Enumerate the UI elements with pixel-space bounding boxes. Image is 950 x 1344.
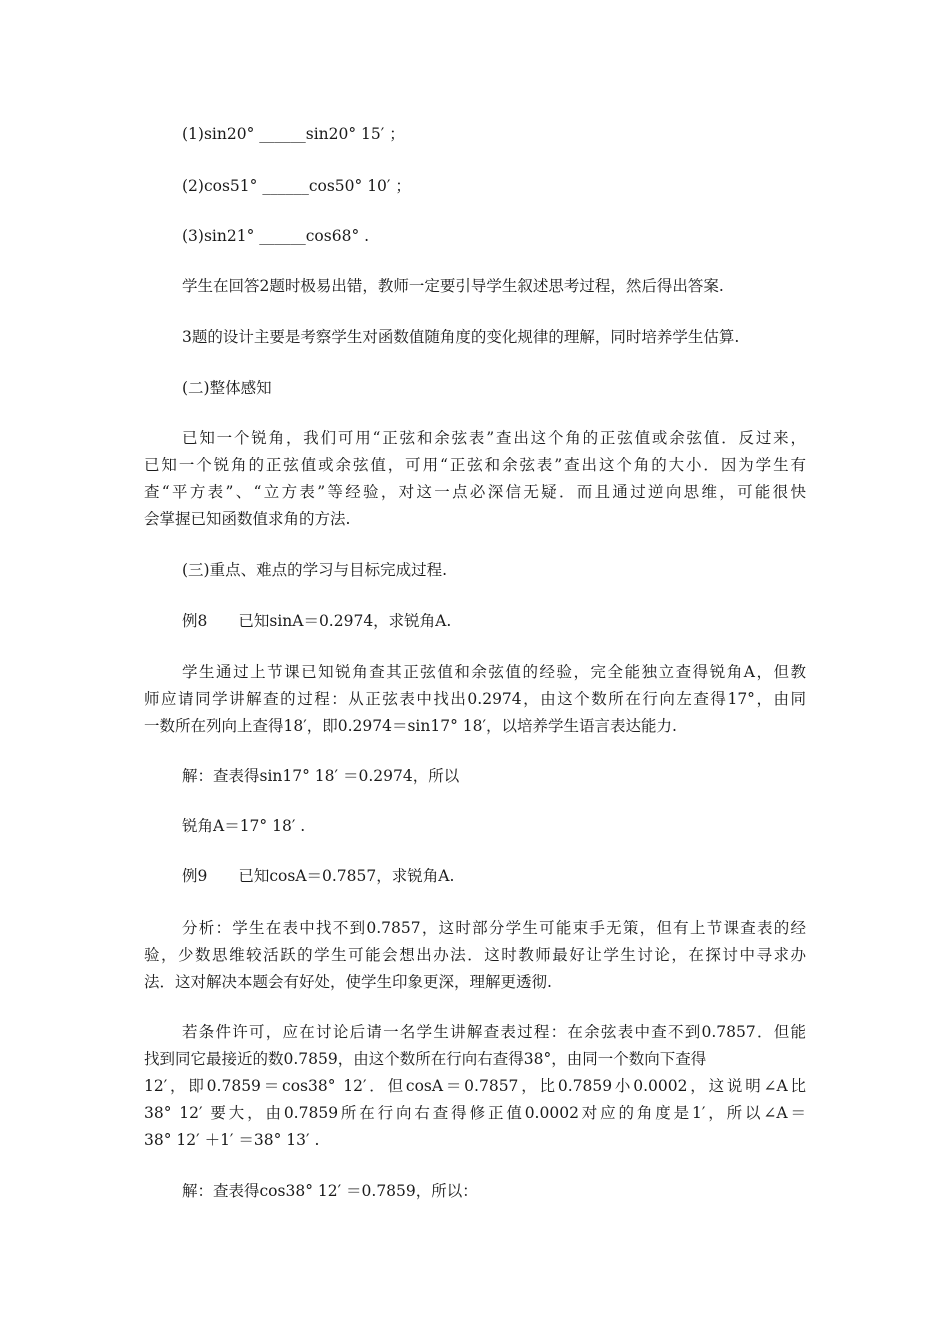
section-heading-3: (三)重点、难点的学习与目标完成过程. (182, 561, 448, 579)
paragraph-line: 学生通过上节课已知锐角查其正弦值和余弦值的经验，完全能独立查得锐角A，但教 (182, 663, 806, 681)
paragraph-line: 查“平方表”、“立方表”等经验，对这一点必深信无疑．而且通过逆向思维，可能很快 (144, 483, 806, 501)
paragraph-line: 已知一个锐角，我们可用“正弦和余弦表”查出这个角的正弦值或余弦值．反过来， (182, 429, 806, 447)
paragraph-line: 会掌握已知函数值求角的方法. (144, 510, 351, 528)
exercise-line-3: (3)sin21° ______cos68° . (182, 227, 370, 245)
paragraph-line: 12′，即0.7859＝cos38° 12′．但cosA＝0.7857，比0.7859小0.0002，这说明∠A比 (144, 1077, 806, 1095)
example-9-heading: 例9 已知cosA＝0.7857，求锐角A. (182, 867, 455, 885)
exercise-line-1: (1)sin20° ______sin20° 15′ ； (182, 125, 405, 143)
paragraph-line: 38° 12′ ＋1′ ＝38° 13′ . (144, 1131, 320, 1149)
paragraph-line: 找到同它最接近的数0.7859，由这个数所在行向右查得38°，由同一个数向下查得 (144, 1050, 707, 1068)
solution-line: 解：查表得sin17° 18′ ＝0.2974，所以 (182, 767, 460, 785)
paragraph-line: 法．这对解决本题会有好处，使学生印象更深，理解更透彻. (144, 973, 552, 991)
paragraph-line: 验，少数思维较活跃的学生可能会想出办法．这时教师最好让学生讨论，在探讨中寻求办 (144, 946, 806, 964)
paragraph-line: 分析：学生在表中找不到0.7857，这时部分学生可能束手无策，但有上节课查表的经 (182, 919, 806, 937)
paragraph-line: 已知一个锐角的正弦值或余弦值，可用“正弦和余弦表”查出这个角的大小．因为学生有 (144, 456, 806, 474)
paragraph-line: 若条件许可，应在讨论后请一名学生讲解查表过程：在余弦表中查不到0.7857．但能 (182, 1023, 806, 1041)
solution-line: 解：查表得cos38° 12′ ＝0.7859，所以： (182, 1182, 478, 1200)
example-8-heading: 例8 已知sinA＝0.2974，求锐角A. (182, 612, 452, 630)
paragraph-line: 一数所在列向上查得18′，即0.2974＝sin17° 18′，以培养学生语言表达能力. (144, 717, 677, 735)
answer-line: 锐角A＝17° 18′ . (182, 817, 306, 835)
paragraph-note-q2: 学生在回答2题时极易出错，教师一定要引导学生叙述思考过程，然后得出答案. (182, 277, 724, 295)
exercise-line-2: (2)cos51° ______cos50° 10′ ； (182, 177, 411, 195)
paragraph-line: 38° 12′ 要大，由0.7859所在行向右查得修正值0.0002对应的角度是1′，所以∠A＝ (144, 1104, 806, 1122)
section-heading-2: (二)整体感知 (182, 379, 272, 397)
paragraph-line: 师应请同学讲解查的过程：从正弦表中找出0.2974，由这个数所在行向左查得17°，由同 (144, 690, 806, 708)
paragraph-note-q3: 3题的设计主要是考察学生对函数值随角度的变化规律的理解，同时培养学生估算. (182, 328, 740, 346)
